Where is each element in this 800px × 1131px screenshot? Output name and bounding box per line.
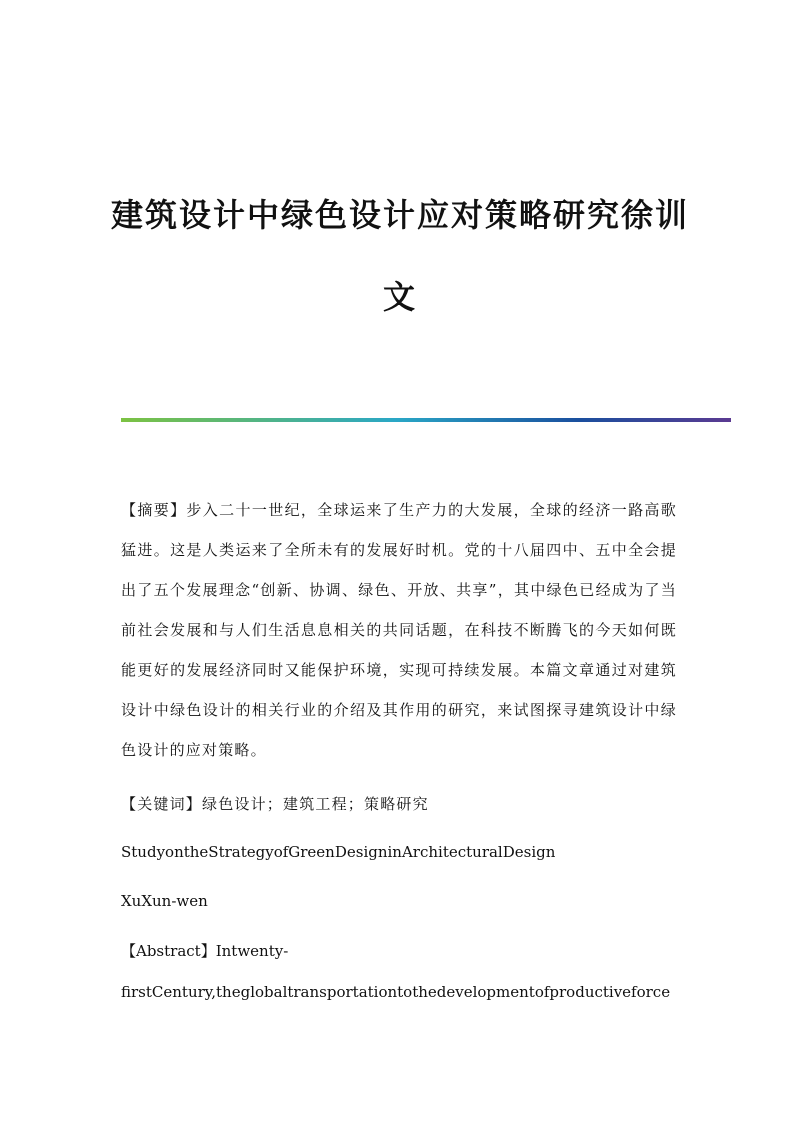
- abstract-chinese: 【摘要】步入二十一世纪，全球运来了生产力的大发展，全球的经济一路高歌猛进。这是人类运来了全所未有的发展好时机。党的十八届四中、五中全会提出了五个发展理念“创新、协调、绿色、开放、共享”，其中绿色已经成为了当前社会发展和与人们生活息息相关的共同话题，在科技不断腾飞的今天如何既能更好的发展经济同时又能保护环境，实现可持续发展。本篇文章通过对建筑设计中绿色设计的相关行业的介绍及其作用的研究，来试图探寻建筑设计中绿色设计的应对策略。: [121, 501, 677, 759]
- english-title: StudyontheStrategyofGreenDesigninArchitecturalDesign: [121, 843, 556, 861]
- abstract-english-line2: firstCentury,theglobaltransportationtothedevelopmentofproductiveforce: [121, 983, 671, 1001]
- document-title-line1: 建筑设计中绿色设计应对策略研究徐训: [110, 196, 689, 234]
- abstract-english-line1: 【Abstract】Intwenty-: [121, 942, 289, 960]
- gradient-divider: [121, 418, 731, 422]
- document-title-line2: 文: [382, 278, 417, 316]
- keywords-chinese: 【关键词】绿色设计；建筑工程；策略研究: [121, 795, 429, 813]
- english-author: XuXun-wen: [121, 892, 208, 910]
